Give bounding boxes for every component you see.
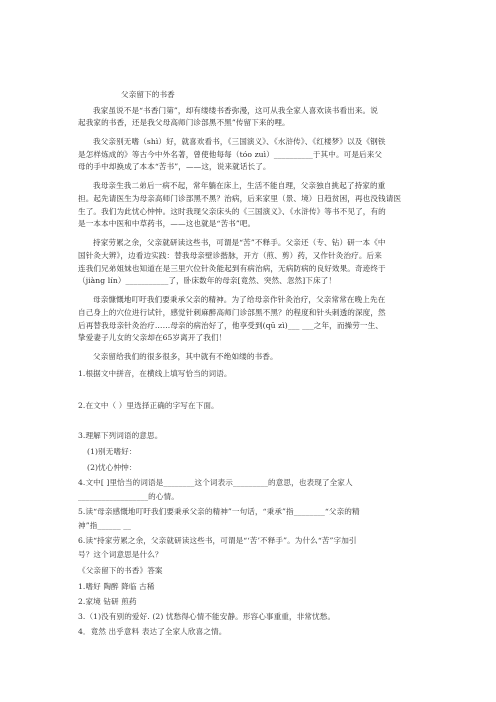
paragraph-3-line-3: 生了。我们为此忧心忡忡。这时我现父亲床头的《三国演义》、《水浒传》等书不见了，有的	[78, 207, 386, 216]
answer-1: 1.嗜好 陶醉 降临 古稀	[78, 582, 155, 591]
paragraph-2-line-2: 是怎样炼成的》等古今中外名著，曾使他每每（tóo zuì）__________于其中。可是后来父	[78, 150, 383, 159]
paragraph-5-line-4: 挚爱妻子儿女的父亲却在65岁离开了我们！	[78, 333, 227, 342]
paragraph-1-line-2: 起我家的书香，还是我父母高师门诊部黑不黑”传留下来的哩。	[78, 118, 290, 127]
question-2: 2.在文中（ ）里选择正确的字写在下面。	[78, 401, 219, 410]
paragraph-2-line-1: 我父亲别无嗜（shì）好，就喜欢看书，《三国演义》、《水浒传》、《红楼梦》以及《钢铁	[93, 137, 386, 146]
paragraph-4-line-4: （jiàng lín）___________了，卧床数年的母亲[竟然、突然、忽然]下床了！	[78, 276, 337, 285]
paragraph-3-line-4: 是一本本中医和中草药书，——这也就是“苦书”吧。	[78, 219, 256, 228]
paragraph-1-line-1: 我家虽说不是“书香门第”，却有缕缕书香弥漫，这可从我全家人喜欢读书看出来。说	[93, 106, 378, 115]
question-6-line-2: 号？这个词意思是什么？	[78, 550, 163, 559]
paragraph-5-line-3: 后再替我母亲针灸治疗……母亲的病治好了，他享受到(qū zì)___ ___之年，而操劳一生、	[78, 321, 384, 330]
question-6-line-1: 6.读“持家劳累之余，父亲就研读这些书，可谓是“‘苦’不释手”。为什么“苦”字加引	[78, 536, 357, 545]
question-3-item-2: (2)忧心忡忡：	[87, 463, 137, 472]
question-3: 3.理解下列词语的意思。	[78, 431, 163, 440]
answer-3: 3.（1)没有别的爱好. (2) 忧愁得心情不能安静。形容心事重重，非常忧愁。	[78, 612, 336, 621]
paragraph-3-line-2: 担。起先请医生为母亲高师门诊部黑不黑？治病，后来家里（景、境）日趋贫困，再也没钱请医	[78, 194, 402, 203]
question-5-line-2: 神”指______ __	[78, 521, 132, 530]
answer-4: 4．竟然 出乎意料 表达了全家人欣喜之情。	[78, 627, 227, 636]
question-1: 1.根据文中拼音，在横线上填写恰当的词语。	[78, 369, 232, 378]
question-5-line-1: 5.读“母亲感慨地叮吁我们要秉承父亲的精神”一句话，“秉承”指________“父亲的精	[78, 507, 360, 516]
paragraph-4-line-3: 连我们兄弟姐妹也知道在是三里穴位针灸能起到有病治病，无病防病的良好效果。奇迹终于	[78, 264, 386, 273]
paragraph-5-line-2: 自己身上的穴位进行试针，感觉针刺麻醉高师门诊部黑不黑？的程度和针头刺透的深度，然	[78, 308, 386, 317]
question-3-item-1: (1)别无嗜好：	[87, 447, 137, 456]
paragraph-6-line-1: 父亲留给我们的很多很多，其中就有不绝如缕的书香。	[93, 352, 278, 361]
answer-2: 2.家境 钻研 煎药	[78, 597, 137, 606]
paragraph-4-line-1: 持家劳累之余，父亲就研读这些书，可谓是“苦”不释手。父亲还（专、钻）研一本《中	[93, 238, 386, 247]
paragraph-5-line-1: 母亲慷慨地叮吁我们要秉承父亲的精神。为了给母亲作针灸治疗，父亲常常在晚上先在	[93, 295, 386, 304]
answer-title: 《父亲留下的书香》答案	[78, 566, 163, 575]
question-4-line-1: 4.文中[ ]里恰当的词语是________这个词表示_________的意思，也表现了全家人	[78, 478, 353, 487]
paragraph-2-line-3: 母的手中却换成了本本“苦书”，——这，说来就话长了。	[78, 162, 271, 171]
paragraph-3-line-1: 我母亲生我二弟后一病不起，常年躺在床上，生活不能自理，父亲独自挑起了持家的重	[93, 181, 386, 190]
paragraph-4-line-2: 国针灸大辨》，边看边实践：替我母亲壁诊揩脉，开方（煎、剪）药，又作针灸治疗。后来	[78, 251, 382, 260]
document-title: 父亲留下的书香	[121, 90, 175, 99]
question-4-line-2: __________________的心情。	[78, 492, 179, 501]
